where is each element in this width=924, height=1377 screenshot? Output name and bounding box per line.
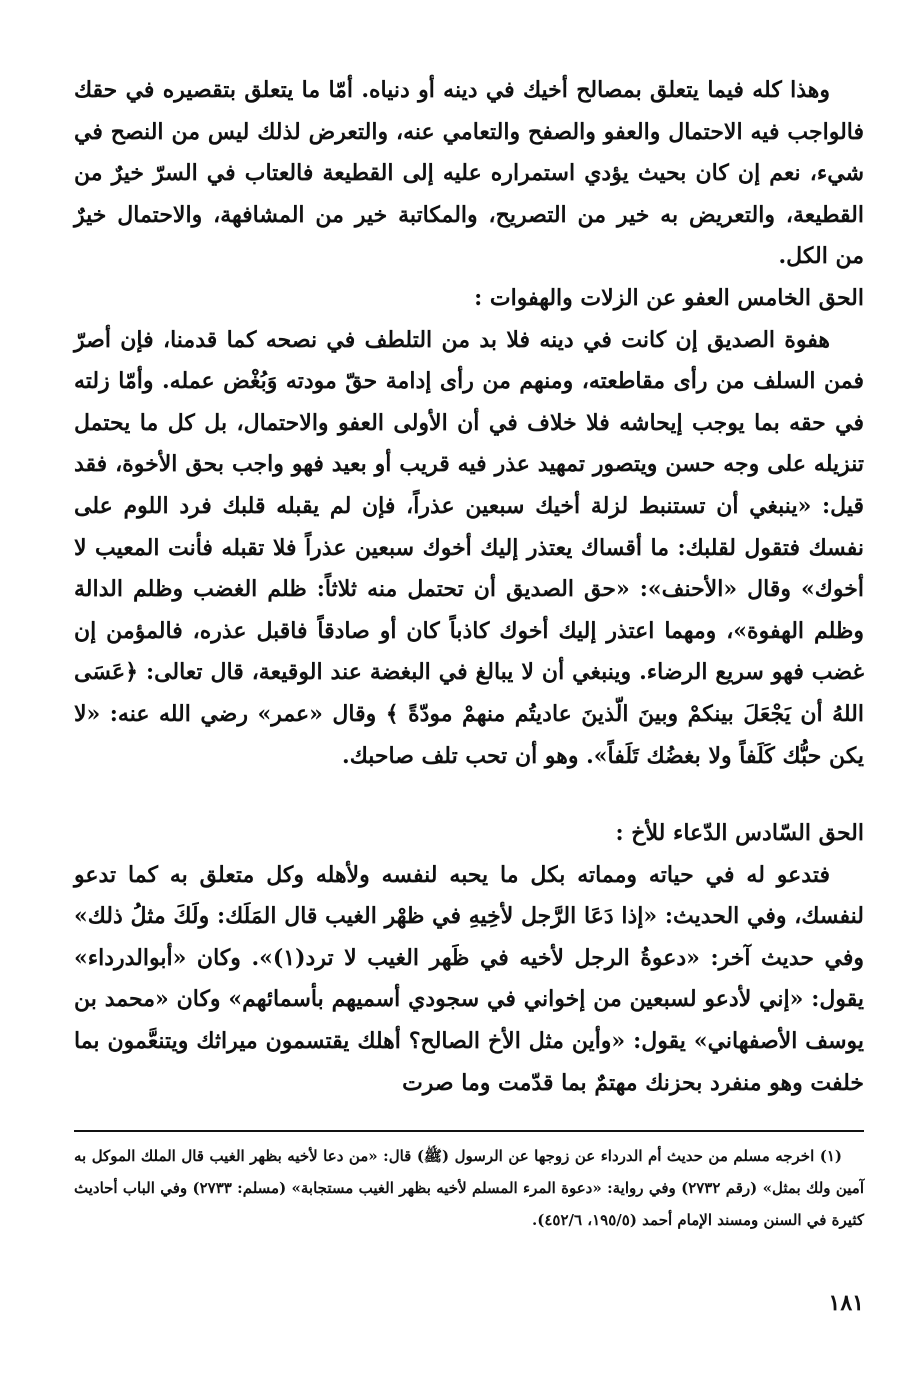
heading-fifth-right: الحق الخامس العفو عن الزلات والهفوات : <box>474 284 864 311</box>
paragraph-2: هفوة الصديق إن كانت في دينه فلا بد من التلطف في نصحه كما قدمنا، فإن أصرّ فمن السلف من رأى مقاطعته، ومنهم من رأى إدامة حقّ مودته وَبُغْض عمله. وأمّا زلته في حقه بما يوجب إيحاشه فلا خلاف في أن الأولى العفو والاحتمال، بل كل ما يحتمل تنزيله على وجه حسن ويتصور تمهيد عذر فيه قريب أو بعيد فهو واجب بحق الأخوة، فقد قيل: «ينبغي أن تستنبط لزلة أخيك سبعين عذراً، فإن لم يقبله قلبك فرد اللوم على نفسك فتقول لقلبك: ما أقساك يعتذر إليك أخوك سبعين عذراً فلا تقبله فأنت المعيب لا أخوك» وقال «الأحنف»: «حق الصديق أن تحتمل منه ثلاثاً: ظلم الغضب وظلم الدالة وظلم الهفوة»، ومهما اعتذر إليك أخوك كاذباً كان أو صادقاً فاقبل عذره، فالمؤمن إن غضب فهو سريع الرضاء. وينبغي أن لا يبالغ في البغضة عند الوقيعة، قال تعالى: ﴿عَسَى اللهُ أن يَجْعَلَ بينكمْ وبينَ الّذينَ عاديتُم منهمْ مودّةً ﴾ وقال «عمر» رضي الله عنه: «لا يكن حبُّك كَلَفاً ولا بغضُك تَلَفاً». وهو أن تحب تلف صاحبك. <box>74 326 864 769</box>
main-text <box>74 70 864 1104</box>
footnote-divider <box>74 1130 864 1132</box>
paragraph-1: وهذا كله فيما يتعلق بمصالح أخيك في دينه أو دنياه. أمّا ما يتعلق بتقصيره في حقك فالواجب فيه الاحتمال والعفو والصفح والتعامي عنه، والتعرض لذلك ليس من النصح في شيء، نعم إن كان بحيث يؤدي استمراره عليه إلى القطيعة فالعتاب في السرّ خيرٌ من القطيعة، والتعريض به خير من التصريح، والمكاتبة خير من المشافهة، والاحتمال خيرٌ من الكل. <box>74 77 864 270</box>
section-gap <box>74 777 864 813</box>
paragraph-3: فتدعو له في حياته ومماته بكل ما يحبه لنفسه ولأهله وكل متعلق به كما تدعو لنفسك، وفي الحديث: «إذا دَعَا الرَّجل لأخِيهِ في ظهْر الغيب قال المَلَك: ولَكَ مثلُ ذلك» وفي حديث آخر: «دعوةُ الرجل لأخيه في ظَهر الغيب لا ترد(١)». وكان «أبوالدرداء» يقول: «إني لأدعو لسبعين من إخواني في سجودي أسميهم بأسمائهم» وكان «محمد بن يوسف الأصفهاني» يقول: «وأين مثل الأخ الصالح؟ أهلك يقتسمون ميراثك ويتنعَّمون بما خلفت وهو منفرد بحزنك مهتمٌ بما قدّمت وما صرت <box>74 861 864 1096</box>
footnote-text: (١) اخرجه مسلم من حديث أم الدرداء عن زوجها عن الرسول (ﷺ) قال: «من دعا لأخيه بظهر الغيب قال الملك الموكل به آمين ولك بمثل» (رقم ٢٧٣٢) وفي رواية: «دعوة المرء المسلم لأخيه بظهر الغيب مستجابة» (مسلم: ٢٧٣٣) وفي الباب أحاديث كثيرة في السنن ومسند الإمام أحمد (١٩٥/٥، ٤٥٢/٦). <box>74 1147 864 1229</box>
footnote <box>74 1140 864 1236</box>
page-number: ١٨١ <box>828 1290 864 1316</box>
heading-sixth-right: الحق السّادس الدّعاء للأخ : <box>615 820 864 847</box>
